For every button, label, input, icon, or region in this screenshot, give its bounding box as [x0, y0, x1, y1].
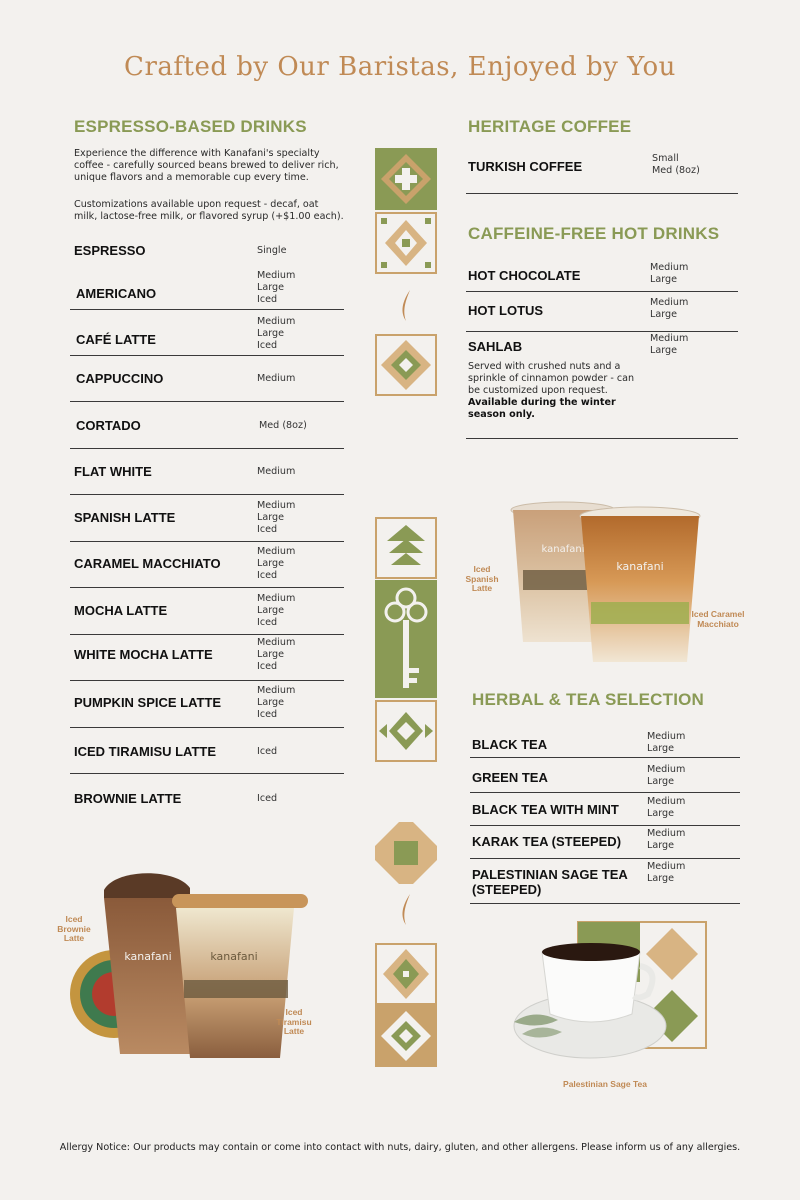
divider — [70, 355, 344, 356]
item-name: BROWNIE LATTE — [74, 791, 182, 806]
divider — [70, 587, 344, 588]
size-label: Medium — [647, 861, 686, 872]
item-name: SAHLAB — [468, 339, 523, 354]
tatreez-tile-green-diamond — [375, 148, 437, 210]
size-label: Large — [647, 840, 674, 851]
size-label: Iced — [257, 617, 278, 628]
divider — [470, 825, 740, 826]
divider — [70, 448, 344, 449]
item-name: ICED TIRAMISU LATTE — [74, 744, 217, 759]
label-iced-caramel-macchiato: Iced Caramel Macchiato — [691, 609, 745, 629]
divider — [70, 541, 344, 542]
size-label: Medium — [257, 685, 296, 696]
cup-brand-text-c: kanafani — [124, 950, 172, 963]
espresso-intro: Experience the difference with Kanafani's specialty coffee - carefully sourced beans brewed to deliver rich, unique flavors and a memorable cup every time. — [74, 148, 339, 184]
size-label: Med (8oz) — [259, 420, 307, 431]
size-label: Small — [652, 153, 679, 164]
size-label: Iced — [257, 746, 278, 757]
item-sizes — [650, 297, 688, 321]
item-sizes — [257, 316, 295, 352]
size-label: Large — [257, 512, 284, 523]
item-sizes — [647, 731, 685, 755]
tatreez-tile-square — [375, 822, 437, 884]
size-label: Medium — [257, 466, 296, 477]
item-name: ESPRESSO — [74, 243, 146, 258]
divider — [470, 792, 740, 793]
size-label: Large — [257, 282, 284, 293]
item-sizes — [647, 861, 685, 885]
divider — [470, 903, 740, 904]
coffee-drop-icon-2 — [398, 892, 416, 928]
item-name: MOCHA LATTE — [74, 603, 168, 618]
tatreez-tile-tan-green — [375, 943, 437, 1005]
item-sizes — [259, 420, 307, 432]
divider — [70, 727, 344, 728]
item-name: CORTADO — [76, 418, 141, 433]
item-name: PUMPKIN SPICE LATTE — [74, 695, 222, 710]
section-title-caffeine-free: CAFFEINE-FREE HOT DRINKS — [468, 224, 720, 243]
item-sizes — [257, 466, 295, 478]
key-icon — [375, 580, 437, 698]
divider — [70, 401, 344, 402]
divider — [466, 438, 738, 439]
label-iced-spanish-latte: Iced Spanish Latte — [465, 564, 499, 593]
size-label: Medium — [257, 546, 296, 557]
item-name: KARAK TEA (STEEPED) — [472, 834, 622, 849]
item-name: WHITE MOCHA LATTE — [74, 647, 213, 662]
sage-tea-photo — [508, 918, 708, 1068]
size-label: Medium — [650, 262, 689, 273]
item-description-note: Available during the winter season only. — [468, 397, 616, 420]
size-label: Medium — [647, 828, 686, 839]
item-description-text: Served with crushed nuts and a sprinkle of cinnamon powder - can be customized upon request. — [468, 361, 635, 396]
size-label: Large — [257, 558, 284, 569]
size-label: Iced — [257, 294, 278, 305]
size-label: Medium — [647, 796, 686, 807]
item-sizes — [650, 333, 688, 357]
section-title-herbal: HERBAL & TEA SELECTION — [472, 690, 705, 709]
divider — [466, 331, 738, 332]
size-label: Large — [650, 345, 677, 356]
item-name: AMERICANO — [76, 286, 157, 301]
item-sizes — [647, 764, 685, 788]
label-iced-brownie-latte: Iced Brownie Latte — [57, 914, 91, 943]
size-label: Single — [257, 245, 287, 256]
size-label: Medium — [650, 333, 689, 344]
size-label: Large — [647, 743, 674, 754]
item-sizes — [257, 746, 277, 758]
item-name: SPANISH LATTE — [74, 510, 176, 525]
size-label: Medium — [257, 373, 296, 384]
item-sizes — [257, 593, 295, 629]
item-sizes — [257, 270, 295, 306]
size-label: Large — [257, 605, 284, 616]
divider — [470, 757, 740, 758]
item-name: GREEN TEA — [472, 770, 548, 785]
cup-brand-text-b: kanafani — [616, 560, 664, 573]
size-label: Large — [257, 328, 284, 339]
item-name: FLAT WHITE — [74, 464, 152, 479]
size-label: Iced — [257, 570, 278, 581]
item-name: CAFÉ LATTE — [76, 332, 156, 347]
item-sizes — [647, 828, 685, 852]
size-label: Large — [650, 274, 677, 285]
page-headline: Crafted by Our Baristas, Enjoyed by You — [124, 52, 676, 82]
size-label: Iced — [257, 340, 278, 351]
item-sizes — [257, 637, 295, 673]
size-label: Iced — [257, 793, 278, 804]
divider — [466, 291, 738, 292]
item-name: BLACK TEA — [472, 737, 548, 752]
item-sizes — [652, 153, 700, 177]
item-name: PALESTINIAN SAGE TEA (STEEPED) — [472, 867, 628, 897]
size-label: Iced — [257, 524, 278, 535]
size-label: Large — [647, 808, 674, 819]
item-sizes — [257, 793, 277, 805]
section-title-heritage: HERITAGE COFFEE — [468, 117, 632, 136]
divider — [466, 193, 738, 194]
item-sizes — [257, 373, 295, 385]
divider — [70, 680, 344, 681]
size-label: Medium — [257, 270, 296, 281]
item-sizes — [257, 500, 295, 536]
divider — [70, 634, 344, 635]
espresso-customizations: Customizations available upon request - decaf, oat milk, lactose-free milk, or flavored syrup (+$1.00 each). — [74, 199, 344, 223]
cup-brand-text-a: kanafani — [541, 544, 585, 555]
label-palestinian-sage-tea: Palestinian Sage Tea — [563, 1079, 647, 1089]
item-description — [468, 361, 646, 421]
item-name: BLACK TEA WITH MINT — [472, 802, 619, 817]
size-label: Medium — [650, 297, 689, 308]
item-name: CAPPUCCINO — [76, 371, 164, 386]
size-label: Medium — [257, 593, 296, 604]
size-label: Med (8oz) — [652, 165, 700, 176]
divider — [70, 494, 344, 495]
tatreez-tile-tan-cross — [375, 212, 437, 274]
item-sizes — [257, 245, 287, 257]
size-label: Medium — [257, 316, 296, 327]
tatreez-tile-bottom — [375, 1005, 437, 1067]
item-sizes — [257, 546, 295, 582]
divider — [70, 309, 344, 310]
item-name: HOT LOTUS — [468, 303, 544, 318]
tatreez-tile-arrows-pattern — [375, 700, 437, 762]
size-label: Medium — [257, 500, 296, 511]
size-label: Large — [647, 873, 674, 884]
label-iced-tiramisu-latte: Iced Tiramisu Latte — [276, 1007, 312, 1036]
divider — [470, 858, 740, 859]
item-sizes — [650, 262, 688, 286]
item-sizes — [257, 685, 295, 721]
item-name: TURKISH COFFEE — [468, 159, 583, 174]
tatreez-tile-pattern — [375, 334, 437, 396]
iced-drinks-photo — [505, 492, 710, 672]
size-label: Medium — [257, 637, 296, 648]
tatreez-tile-green-arrows — [375, 517, 437, 579]
coffee-drop-icon — [398, 288, 416, 324]
item-name: CARAMEL MACCHIATO — [74, 556, 221, 571]
divider — [70, 773, 344, 774]
allergy-notice: Allergy Notice: Our products may contain or come into contact with nuts, dairy, gluten, and other allergens. Please inform us of any allergies. — [59, 1142, 741, 1153]
size-label: Medium — [647, 731, 686, 742]
size-label: Large — [650, 309, 677, 320]
section-title-espresso: ESPRESSO-BASED DRINKS — [74, 117, 307, 136]
size-label: Iced — [257, 709, 278, 720]
size-label: Medium — [647, 764, 686, 775]
item-sizes — [647, 796, 685, 820]
size-label: Large — [257, 697, 284, 708]
cup-brand-text-d: kanafani — [210, 950, 258, 963]
size-label: Iced — [257, 661, 278, 672]
size-label: Large — [257, 649, 284, 660]
size-label: Large — [647, 776, 674, 787]
item-name: HOT CHOCOLATE — [468, 268, 581, 283]
